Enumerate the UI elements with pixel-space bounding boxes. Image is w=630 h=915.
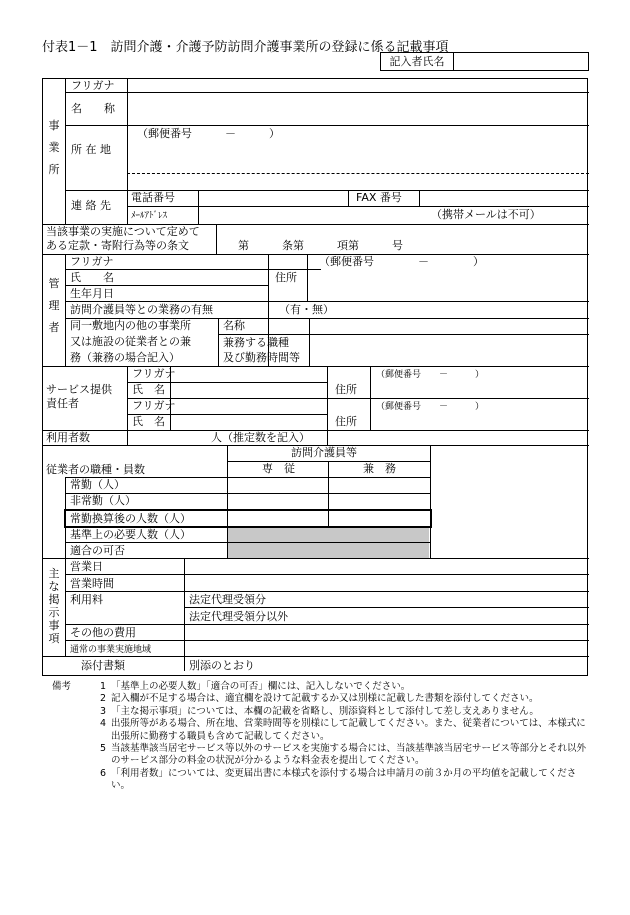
required-count-shaded: [228, 527, 429, 542]
note-2: 記入欄が不足する場合は、適宜欄を設けて記載するか又は別様に記載した書類を添付してください。: [111, 693, 539, 705]
provider2-postal-text: （郵便番号 － ）: [376, 402, 485, 412]
provider1-name-field[interactable]: [171, 367, 326, 398]
articles-label-line2: ある定款・寄附行為等の条文: [46, 239, 189, 252]
staff-full-header: 専 従: [262, 462, 295, 475]
manager-section-label: 管 理 者: [48, 277, 60, 334]
office-furigana-label: フリガナ: [71, 79, 115, 92]
manager-org-name-label: 名称: [223, 319, 245, 332]
office-phone-label: 電話番号: [131, 191, 175, 204]
business-days-field[interactable]: [185, 559, 588, 574]
note-1: 「基準上の必要人数」「適合の可否」欄には、記入しないでください。: [111, 681, 411, 692]
signer-label: 記入者氏名: [381, 53, 454, 70]
provider1-furigana-label: フリガナ: [132, 367, 176, 380]
registration-form: [42, 78, 588, 676]
office-address-label: 所 在 地: [71, 143, 111, 156]
business-hours-label: 営業時間: [70, 577, 114, 590]
staff-row-fulltime: 常勤（人）: [70, 478, 125, 491]
provider1-address-label: 住所: [335, 383, 357, 396]
provider2-name-field[interactable]: [171, 399, 326, 430]
manager-dob-field[interactable]: [128, 286, 267, 301]
provider2-address-label: 住所: [335, 415, 357, 428]
provider-label-line1: サービス提供: [46, 383, 112, 396]
office-address-field[interactable]: [128, 142, 588, 190]
other-costs-label: その他の費用: [70, 626, 136, 639]
provider-label-line2: 責任者: [46, 397, 79, 410]
manager-other-line3: 務（兼務の場合記入）: [70, 351, 180, 364]
staff-row-compliance: 適合の可否: [70, 544, 125, 557]
service-area-label: 通常の事業実施地域: [70, 645, 152, 655]
fee-other-label: 法定代理受領分以外: [189, 610, 288, 623]
articles-value[interactable]: 第 条第 項第 号: [238, 239, 403, 252]
note-4: 出張所等がある場合、所在地、営業時間等を別様にして記載してください。また、従業者については、本様式に出張所に勤務する職員も含めて記載してください。: [111, 718, 586, 742]
manager-duty-label: 訪問介護員等との業務の有無: [70, 303, 213, 316]
staff-row-required: 基準上の必要人数（人）: [70, 528, 191, 541]
users-value[interactable]: 人（推定数を記入）: [211, 431, 310, 444]
note-3: 「主な掲示事項」については、本欄の記載を省略し、別添資料として添付して差し支えありません。: [111, 705, 539, 717]
office-fax-field[interactable]: [420, 191, 588, 206]
service-area-field[interactable]: [185, 641, 588, 656]
manager-other-line2: 又は施設の従業者との兼: [70, 335, 191, 348]
staff-row-parttime: 非常勤（人）: [70, 494, 136, 507]
office-email-field[interactable]: [199, 207, 429, 224]
manager-duty-value[interactable]: （有・無）: [279, 303, 334, 316]
notes-heading: 備考: [52, 681, 72, 692]
office-section-label: 事 業 所: [48, 119, 60, 176]
users-label: 利用者数: [46, 431, 90, 444]
office-phone-field[interactable]: [199, 191, 347, 206]
office-postal-text: （郵便番号 － ）: [137, 127, 280, 140]
manager-name-label: 氏 名: [70, 271, 114, 284]
attachments-value: 別添のとおり: [189, 659, 255, 672]
office-furigana-field[interactable]: [128, 79, 588, 92]
compliance-shaded: [228, 543, 429, 558]
manager-dob-label: 生年月日: [70, 287, 114, 300]
manager-org-name-field[interactable]: [310, 319, 588, 334]
manager-name-field[interactable]: [128, 255, 267, 285]
note-5: 当該基準該当居宅サービス等以外のサービスを実施する場合には、当該基準該当居宅サービス等部分とそれ以外のサービス部分の料金の状況が分かるような料金表を提出してください。: [111, 743, 587, 767]
manager-job-line2: 及び勤務時間等: [223, 351, 300, 364]
other-costs-field[interactable]: [185, 625, 588, 640]
business-days-label: 営業日: [70, 560, 103, 573]
notes-section: 備考 1 「基準上の必要人数」「適合の可否」欄には、記入しないでください。 2 記入欄が不足する場合は、適宜欄を設けて記載するか又は別様に記載した書類を添付してください。 3 「主な掲示事項」については、本欄の記載を省略し、別添資料として添付して差し支えありません。 4 出張所等がある場合、所在地、営業時間等を別様にして記載してください。また、従業者については、本様式に出張所に勤務する職員も含めて記載してください。 5 当該基準該当居宅サービス等以外のサービスを実施する場合には、当該基準該当居宅サービス等部分とそれ以外のサービス部分の料金の状況が分かるような料金表を提出してください。 6 「利用者数」については、変更届出書に本様式を添付する場合は申請月の前３か月の平均値を記載してください。: [52, 681, 592, 793]
office-name-field[interactable]: [128, 93, 588, 125]
manager-other-line1: 同一敷地内の他の事業所: [70, 319, 191, 332]
staff-group-header: 訪問介護員等: [291, 446, 357, 459]
manager-address-label: 住所: [275, 271, 297, 284]
manager-furigana-label: フリガナ: [70, 255, 114, 268]
provider2-name-label: 氏 名: [132, 415, 165, 428]
provider1-name-label: 氏 名: [132, 383, 165, 396]
provider2-furigana-label: フリガナ: [132, 399, 176, 412]
office-mobile-note: （携帯メールは不可）: [431, 208, 541, 221]
main-items-section-label: 主 な 掲 示 事 項: [48, 567, 60, 645]
manager-address-field[interactable]: [308, 270, 588, 301]
staff-label: 従業者の職種・員数: [46, 463, 145, 476]
signer-name-field[interactable]: [454, 53, 588, 70]
fee-legal-label: 法定代理受領分: [189, 593, 266, 606]
staff-side-header: 兼 務: [363, 462, 396, 475]
business-hours-field[interactable]: [185, 575, 588, 591]
office-email-label: ﾒｰﾙｱﾄﾞﾚｽ: [131, 211, 168, 221]
office-contact-label: 連 絡 先: [71, 199, 111, 212]
manager-postal-text: （郵便番号 － ）: [319, 255, 484, 268]
manager-job-field[interactable]: [310, 335, 588, 366]
office-fax-label: FAX 番号: [356, 191, 402, 204]
staff-row-fte: 常勤換算後の人数（人）: [70, 512, 191, 525]
fee-label: 利用料: [70, 593, 103, 606]
note-6: 「利用者数」については、変更届出書に本様式を添付する場合は申請月の前３か月の平均値を記載してください。: [111, 767, 577, 792]
form-title: 付表1－1 訪問介護・介護予防訪問介護事業所の登録に係る記載事項: [42, 40, 449, 55]
provider1-postal-text: （郵便番号 － ）: [376, 370, 485, 380]
articles-label-line1: 当該事業の実施について定めて: [46, 225, 200, 238]
attachments-label: 添付書類: [81, 659, 125, 672]
signer-box: [380, 52, 589, 71]
manager-job-line1: 兼務する職種: [223, 336, 289, 349]
office-name-label: 名 称: [71, 102, 115, 115]
